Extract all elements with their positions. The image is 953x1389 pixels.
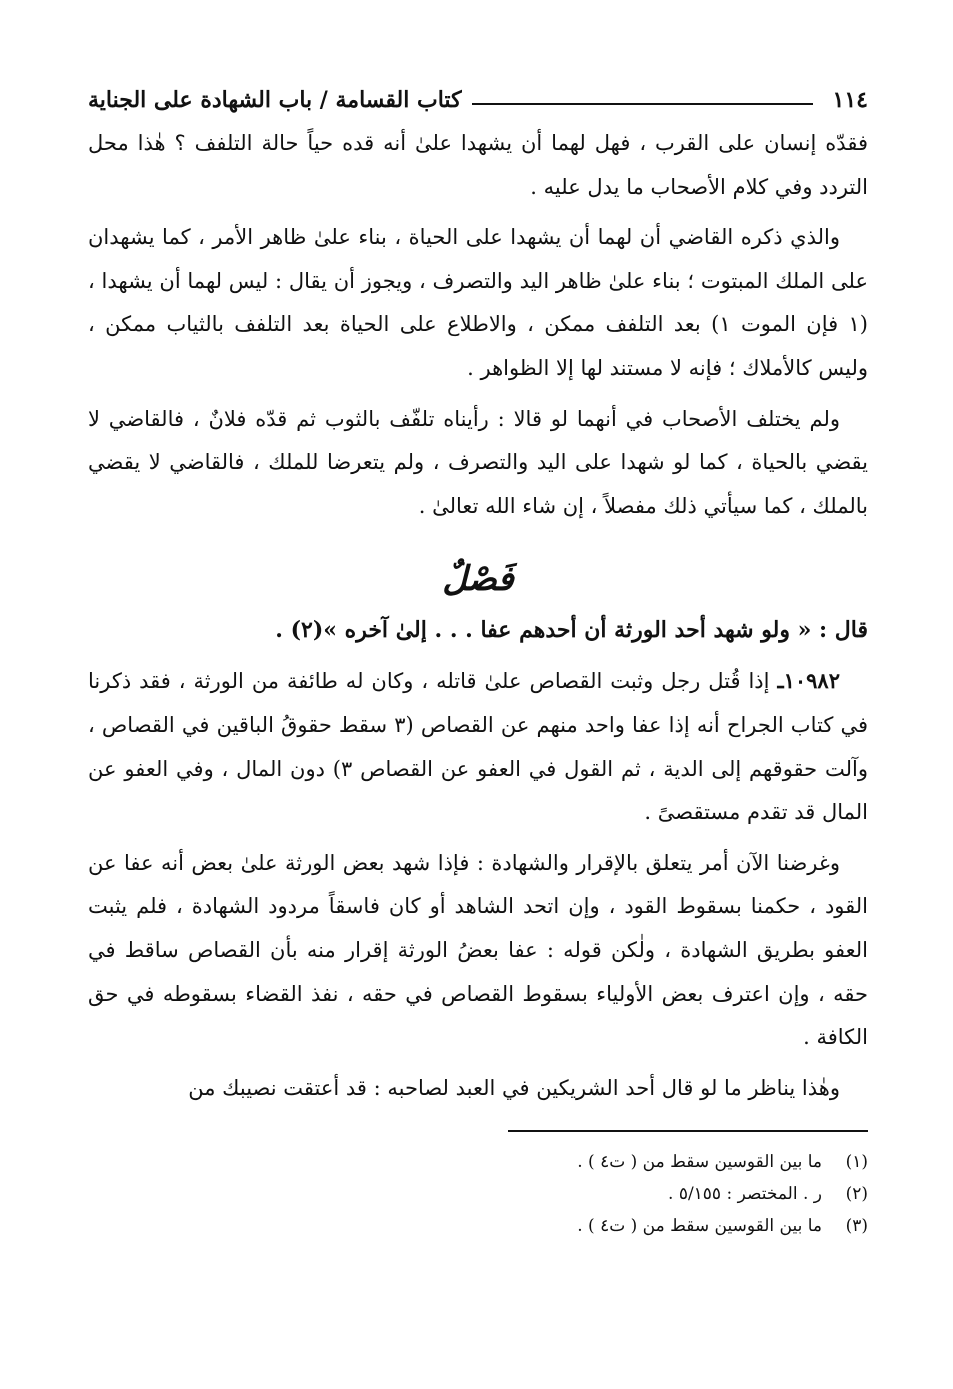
paragraph-continuation: فقدّه إنسان على القرب ، فهل لهما أن يشهدا علىٰ أنه قده حياً حالة التلفف ؟ هٰذا محل التردد وفي كلام الأصحاب ما يدل عليه .: [88, 131, 868, 199]
section-heading-fasl: فَصْلٌ: [442, 559, 514, 600]
issue-paragraph: [88, 659, 868, 834]
footnote: [88, 1146, 868, 1178]
paragraph-analogy: وهٰذا يناظر ما لو قال أحد الشريكين في العبد لصاحبه : قد أعتقت نصيبك من: [188, 1075, 840, 1100]
book-page: [88, 78, 868, 1318]
issue-number: ١٠٩٨٢ـ: [777, 668, 840, 694]
footnote: [88, 1210, 868, 1242]
footnote-number: (١): [845, 1152, 868, 1173]
page-header: [88, 78, 868, 122]
running-title: كتاب القسامة / باب الشهادة على الجناية: [88, 87, 462, 113]
header-rule: [472, 103, 813, 105]
paragraph-qadi-opinion: والذي ذكره القاضي أن لهما أن يشهدا على الحياة ، بناء علىٰ ظاهر الأمر ، كما يشهدان على الملك المبتوت ؛ بناء علىٰ ظاهر اليد والتصرف ، ويجوز أن يقال : ليس لهما أن يشهدا ، (١ فإن الموت ١) بعد التلفف ممكن ، والاطلاع على الحياة بعد التلفف بالثياب ممكن ، وليس كالأملاك ؛ فإنه لا مستند لها إلا الظواهر .: [88, 225, 868, 380]
page-number: ١١٤: [832, 87, 868, 113]
footnote-number: (٣): [845, 1216, 868, 1237]
footnote-divider: [508, 1130, 868, 1132]
footnote-text: ما بين القوسين سقط من ( ت٤ ) .: [577, 1216, 822, 1237]
footnote-text: ر . المختصر : ٥/١٥٥ .: [668, 1184, 822, 1205]
footnote: [88, 1178, 868, 1210]
paragraph-confession: وغرضنا الآن أمر يتعلق بالإقرار والشهادة : فإذا شهد بعض الورثة علىٰ بعض أنه عفا عن القود ، حكمنا بسقوط القود ، وإن اتحد الشاهد أو كان فاسقاً مردود الشهادة ، فلم يثبت العفو بطريق الشهادة ، ولٰكن قوله : عفا بعضُ الورثة إقرار منه بأن القصاص ساقط في حقه ، وإن اعترف بعض الأولياء بسقوط القصاص في حقه ، نفذ القضاء بسقوطه في حق الكافة .: [88, 850, 868, 1050]
quoted-statement: قال : « ولو شهد أحد الورثة أن أحدهم عفا . . . إلىٰ آخره »(٢) .: [275, 617, 868, 644]
issue-text: إذا قُتل رجل وثبت القصاص علىٰ قاتله ، وكان له طائفة من الورثة ، فقد ذكرنا في كتاب الجراح أنه إذا عفا واحد منهم عن القصاص (٣ سقط حقوقُ الباقين في القصاص ، وآلت حقوقهم إلى الدية ، ثم القول في العفو عن القصاص ٣) دون المال ، وفي العفو عن المال قد تقدم مستقصىً .: [88, 669, 868, 825]
footnote-number: (٢): [845, 1184, 868, 1205]
footnotes: [88, 1146, 868, 1242]
footnote-text: ما بين القوسين سقط من ( ت٤ ) .: [577, 1152, 822, 1173]
paragraph-ashab-agreement: ولم يختلف الأصحاب في أنهما لو قالا : رأيناه تلفّف بالثوب ثم قدّه فلانٌ ، فالقاضي لا يقضي بالحياة ، كما لو شهدا على اليد والتصرف ، ولم يتعرضا للملك ، فالقاضي لا يقضي بالملك ، كما سيأتي ذلك مفصلاً ، إن شاء الله تعالىٰ .: [88, 406, 868, 518]
